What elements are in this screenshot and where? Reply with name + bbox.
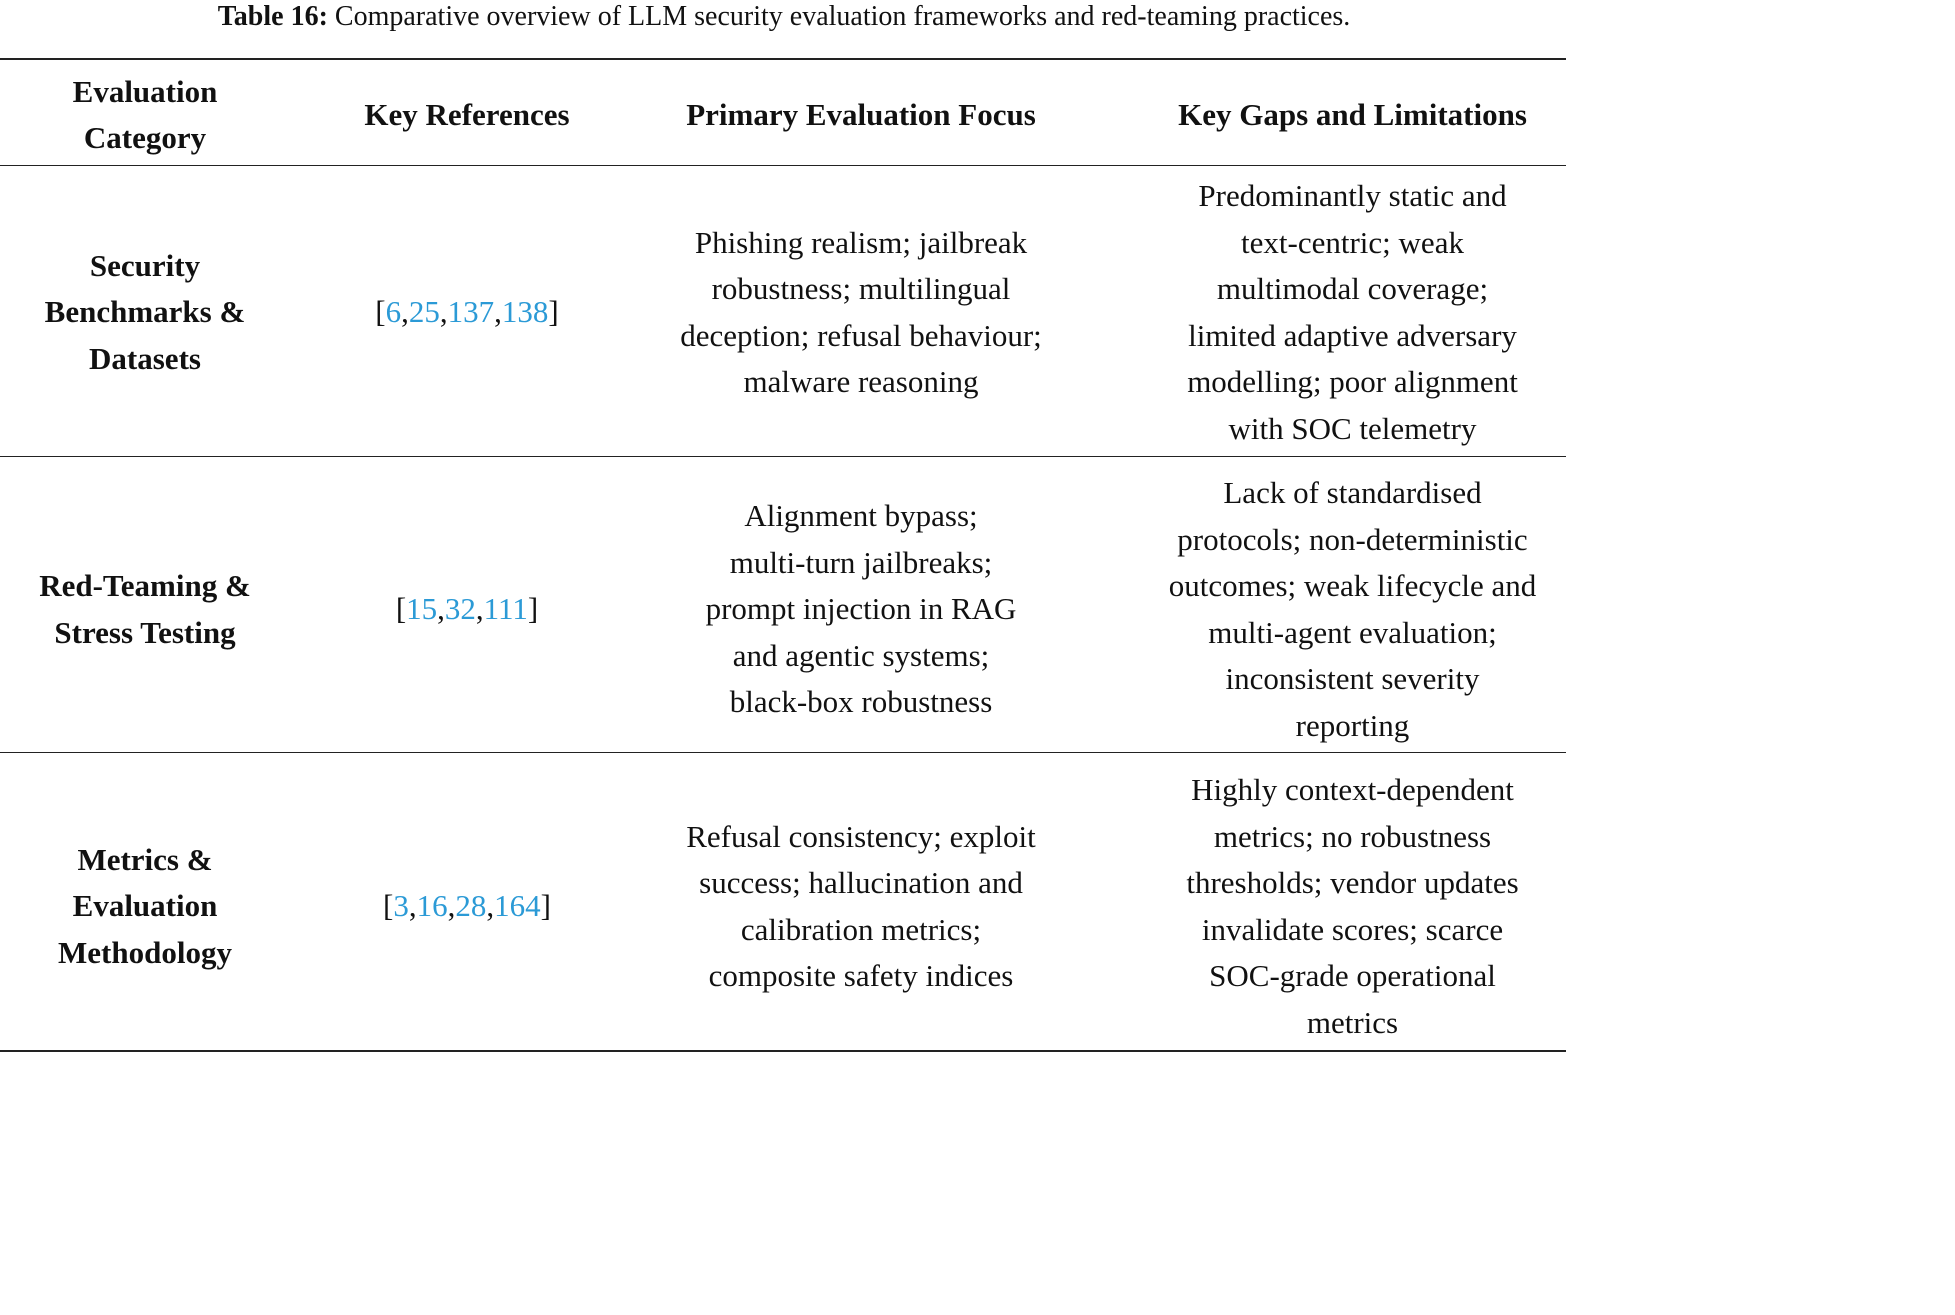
reference-list: [6,25,137,138] xyxy=(375,294,559,330)
reference-link[interactable]: 3 xyxy=(393,888,409,924)
row1-gaps xyxy=(1130,170,1575,455)
focus-text: Alignment bypass; multi-turn jailbreaks; prompt injection in RAG and agentic systems; black-box robustness xyxy=(705,498,1017,720)
gaps-text: Lack of standardised protocols; non-deterministic outcomes; weak lifecycle and multi-agent evaluation; inconsistent severity reporting xyxy=(1168,475,1537,743)
caption-text: Comparative overview of LLM security evaluation frameworks and red-teaming practices. xyxy=(334,1,1351,32)
row3-category xyxy=(0,764,290,1049)
row2-focus xyxy=(630,467,1092,752)
row1-rule xyxy=(0,456,1566,457)
row3-focus xyxy=(630,764,1092,1049)
header-primary-evaluation-focus xyxy=(630,66,1092,164)
header-rule xyxy=(0,165,1566,166)
reference-link[interactable]: 164 xyxy=(494,888,541,924)
row1-category xyxy=(0,170,290,455)
reference-link[interactable]: 137 xyxy=(447,294,495,330)
category-label: Metrics & Evaluation Methodology xyxy=(58,841,232,970)
reference-link[interactable]: 15 xyxy=(406,591,438,627)
header-label: Primary Evaluation Focus xyxy=(686,96,1036,132)
reference-link[interactable]: 16 xyxy=(416,888,448,924)
row1-references xyxy=(322,170,612,455)
category-label: Red-Teaming & Stress Testing xyxy=(39,568,251,650)
reference-link[interactable]: 138 xyxy=(501,294,549,330)
bottom-rule xyxy=(0,1050,1566,1052)
reference-list: [15,32,111] xyxy=(395,591,539,627)
reference-link[interactable]: 111 xyxy=(483,591,528,627)
header-key-references xyxy=(322,66,612,164)
header-label: Evaluation Category xyxy=(72,73,218,155)
caption-label: Table 16: xyxy=(217,1,328,32)
reference-link[interactable]: 28 xyxy=(455,888,487,924)
row2-rule xyxy=(0,752,1566,753)
row3-references xyxy=(322,764,612,1049)
top-rule xyxy=(0,58,1566,60)
gaps-text: Highly context-dependent metrics; no robustness thresholds; vendor updates invalidate scores; scarce SOC-grade operational metrics xyxy=(1186,772,1519,1040)
focus-text: Phishing realism; jailbreak robustness; multilingual deception; refusal behaviour; malware reasoning xyxy=(680,224,1042,399)
table-caption xyxy=(0,0,1568,38)
header-label: Key References xyxy=(364,96,570,132)
row2-references xyxy=(322,467,612,752)
reference-link[interactable]: 6 xyxy=(385,294,402,330)
reference-link[interactable]: 25 xyxy=(408,294,440,330)
row1-focus xyxy=(630,170,1092,455)
focus-text: Refusal consistency; exploit success; hallucination and calibration metrics; composite safety indices xyxy=(686,818,1036,993)
header-key-gaps xyxy=(1130,66,1575,164)
category-label: Security Benchmarks & Datasets xyxy=(44,247,246,376)
reference-link[interactable]: 32 xyxy=(444,591,476,627)
row2-category xyxy=(0,467,290,752)
header-label: Key Gaps and Limitations xyxy=(1178,96,1527,132)
row3-gaps xyxy=(1130,764,1575,1049)
row2-gaps xyxy=(1130,467,1575,752)
gaps-text: Predominantly static and text-centric; weak multimodal coverage; limited adaptive adversary modelling; poor alignment with SOC telemetry xyxy=(1187,178,1518,446)
reference-list: [3,16,28,164] xyxy=(383,888,551,924)
header-evaluation-category xyxy=(0,66,290,164)
